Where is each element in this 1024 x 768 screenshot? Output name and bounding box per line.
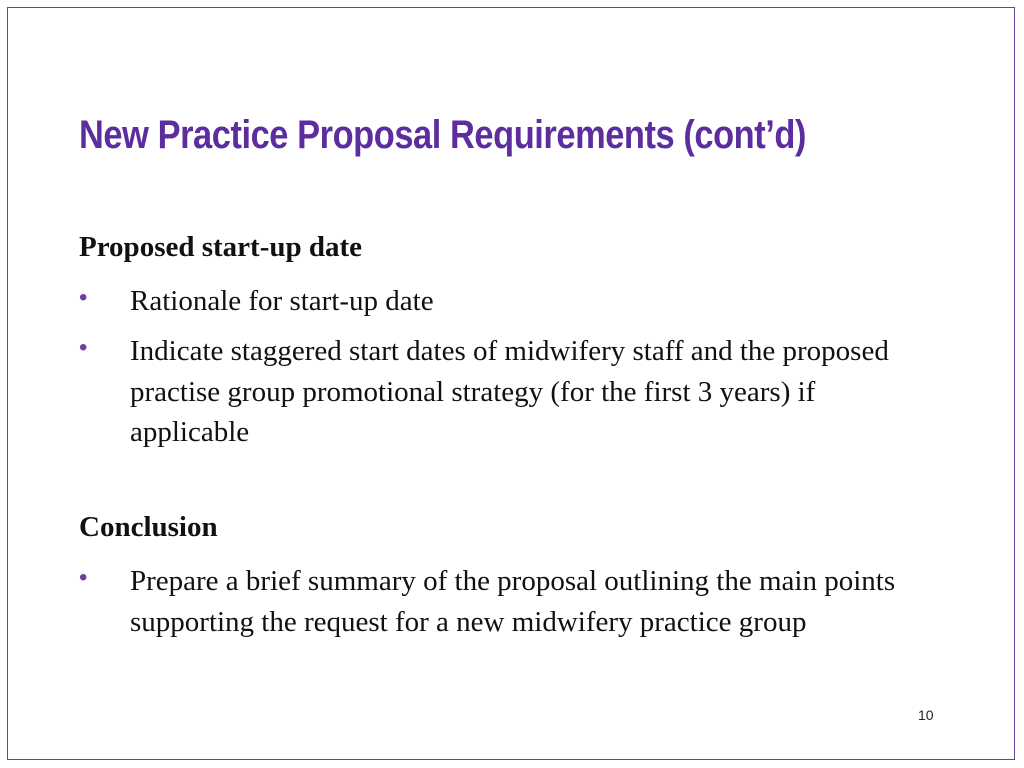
- bullet-item: [79, 561, 909, 642]
- bullet-icon: •: [79, 284, 88, 311]
- bullet-icon: •: [79, 334, 88, 361]
- slide-title: New Practice Proposal Requirements (cont’d): [79, 113, 807, 157]
- slide-number: 10: [918, 707, 934, 723]
- bullet-text: Prepare a brief summary of the proposal outlining the main points supporting the request for a new midwifery practice group: [130, 565, 896, 638]
- bullet-text: Rationale for start-up date: [130, 285, 434, 317]
- bullet-icon: •: [79, 564, 88, 591]
- section-heading-start-up-date: Proposed start-up date: [79, 231, 363, 263]
- bullet-item: [79, 281, 959, 322]
- bullet-item: [79, 331, 939, 453]
- bullet-text: Indicate staggered start dates of midwifery staff and the proposed practise group promotional strategy (for the first 3 years) if applicable: [130, 335, 889, 448]
- section-heading-conclusion: Conclusion: [79, 511, 218, 543]
